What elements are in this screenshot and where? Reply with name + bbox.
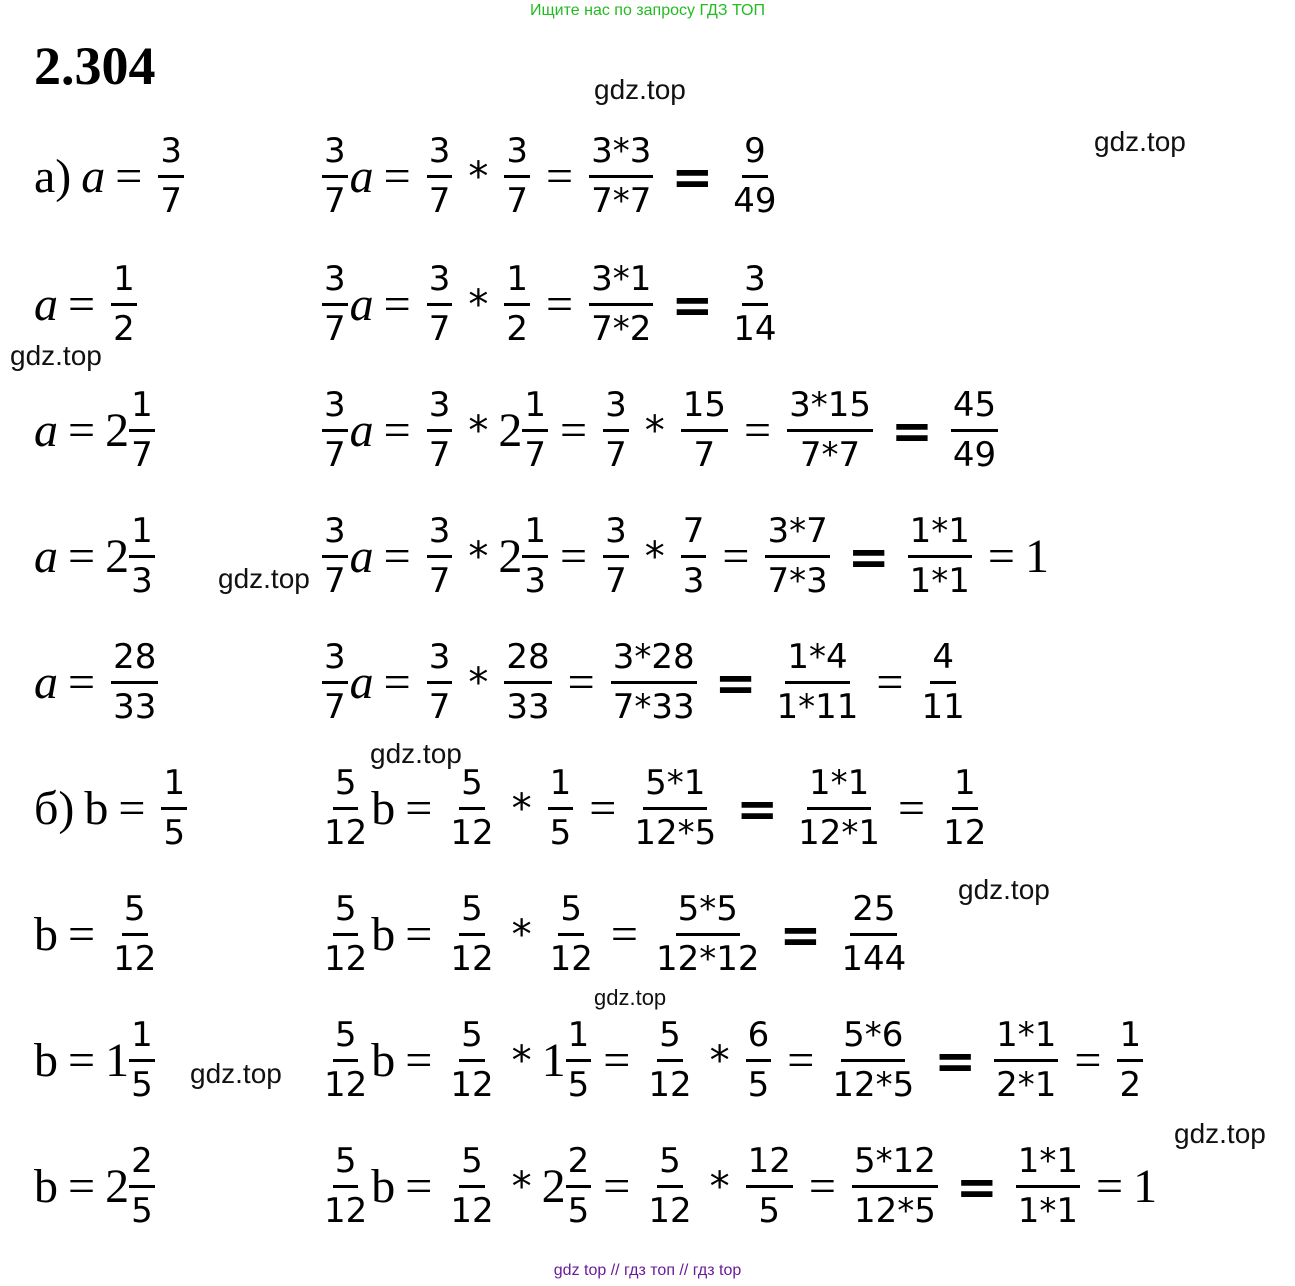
equals-sign: = (68, 655, 96, 709)
equals-sign: = (1096, 1159, 1124, 1213)
result-fraction: $\frac{9}{49}$ (733, 131, 777, 222)
equals-sign: = (405, 1033, 433, 1087)
equals-sign: = (610, 907, 638, 961)
fraction: $\frac{3}{7}$ (428, 511, 451, 602)
fraction: $\frac{5}{12}$ (113, 889, 157, 980)
task-number: 2.304 (34, 36, 156, 96)
fraction: $\frac{5}{12}$ (450, 889, 494, 980)
part-a-label: а) (34, 149, 72, 203)
product-fraction: $\frac{5*12}{12*5}$ (853, 1141, 936, 1232)
variable: b (371, 907, 396, 961)
fraction: $\frac{5}{12}$ (450, 763, 494, 854)
equals-sign: = (722, 529, 750, 583)
row-a5-solution (322, 638, 973, 727)
fraction: $\frac{3}{7}$ (428, 259, 451, 350)
equals-sign: = (383, 529, 411, 583)
multiply-sign: * (511, 1037, 532, 1084)
whole-part: 2 (105, 403, 130, 457)
multiply-sign: * (468, 153, 489, 200)
equals-sign: = (118, 781, 146, 835)
row-b3-given (34, 1016, 157, 1105)
product-fraction: $\frac{3*3}{7*7}$ (591, 131, 652, 222)
variable: b (371, 1159, 396, 1213)
variable: a (34, 277, 58, 331)
result-fraction: $\frac{4}{11}$ (921, 637, 965, 728)
variable: b (84, 781, 109, 835)
fraction: $\frac{3}{7}$ (506, 131, 528, 222)
fraction: $\frac{5}{12}$ (549, 889, 593, 980)
equals-sign: = (671, 147, 714, 206)
fraction: $\frac{2}{5}$ (567, 1141, 590, 1232)
whole-part: 2 (541, 1159, 566, 1213)
row-a4-given (34, 512, 157, 601)
product-fraction: $\frac{5*6}{12*5}$ (832, 1015, 915, 1106)
coefficient-fraction: $\frac{3}{7}$ (324, 131, 346, 222)
equals-sign: = (546, 277, 574, 331)
whole-part: 2 (498, 529, 523, 583)
row-b4-given (34, 1142, 157, 1231)
product-fraction: $\frac{3*15}{7*7}$ (789, 385, 871, 476)
fraction: $\frac{1}{3}$ (131, 511, 153, 602)
result-fraction: $\frac{45}{49}$ (952, 385, 997, 476)
row-a5-given (34, 638, 164, 727)
fraction: $\frac{1}{5}$ (163, 763, 186, 854)
whole-part: 2 (105, 529, 130, 583)
equals-sign: = (546, 149, 574, 203)
equals-sign: = (560, 529, 588, 583)
variable: a (34, 403, 58, 457)
coefficient-fraction: $\frac{3}{7}$ (324, 511, 346, 602)
fraction: $\frac{5}{12}$ (648, 1141, 692, 1232)
fraction: $\frac{1}{2}$ (506, 259, 528, 350)
row-a3-solution (322, 386, 1004, 475)
reduced-fraction: $\frac{1*1}{2*1}$ (996, 1015, 1057, 1106)
multiply-sign: * (468, 533, 489, 580)
result-fraction: $\frac{1}{12}$ (943, 763, 987, 854)
product-fraction: $\frac{3*1}{7*2}$ (591, 259, 652, 350)
equals-sign: = (383, 403, 411, 457)
product-fraction: $\frac{3*28}{7*33}$ (612, 637, 695, 728)
variable: b (371, 1033, 396, 1087)
equals-sign: = (589, 781, 617, 835)
watermark: gdz.top (1094, 126, 1186, 157)
equals-sign: = (743, 403, 772, 457)
variable: b (34, 907, 58, 961)
fraction: $\frac{1}{2}$ (113, 259, 135, 350)
multiply-sign: * (468, 407, 489, 454)
equals-sign: = (68, 1033, 96, 1087)
fraction: $\frac{1}{5}$ (131, 1015, 153, 1106)
multiply-sign: * (511, 785, 532, 832)
fraction: $\frac{1}{7}$ (131, 385, 153, 476)
multiply-sign: * (468, 281, 489, 328)
equals-sign: = (671, 275, 714, 334)
watermark: gdz.top (958, 874, 1050, 905)
coefficient-fraction: $\frac{5}{12}$ (324, 1015, 368, 1106)
watermark: gdz.top (594, 74, 686, 105)
final-result: 1 (1024, 529, 1049, 583)
equals-sign: = (405, 1159, 433, 1213)
variable: b (371, 781, 396, 835)
whole-part: 2 (498, 403, 523, 457)
equals-sign: = (787, 1033, 815, 1087)
equals-sign: = (68, 277, 96, 331)
result-fraction: $\frac{3}{14}$ (733, 259, 777, 350)
equals-sign: = (603, 1033, 631, 1087)
row-a3-given (34, 386, 157, 475)
row-b2-given (34, 890, 164, 979)
whole-part: 1 (541, 1033, 566, 1087)
product-fraction: $\frac{5*5}{12*12}$ (655, 889, 760, 980)
watermark: gdz.top (190, 1058, 282, 1089)
row-b2-solution (322, 890, 914, 979)
equals-sign: = (115, 149, 143, 203)
multiply-sign: * (468, 659, 489, 706)
coefficient-fraction: $\frac{3}{7}$ (324, 637, 346, 728)
equals-sign: = (68, 529, 96, 583)
row-a1-given (34, 132, 190, 221)
fraction: $\frac{1}{5}$ (549, 763, 572, 854)
row-a2-given (34, 260, 143, 349)
row-a4-solution (322, 512, 1049, 601)
equals-sign: = (560, 403, 588, 457)
coefficient-fraction: $\frac{3}{7}$ (324, 385, 346, 476)
fraction: $\frac{1}{5}$ (567, 1015, 590, 1106)
coefficient-fraction: $\frac{5}{12}$ (324, 889, 368, 980)
multiply-sign: * (644, 407, 665, 454)
fraction: $\frac{3}{7}$ (428, 385, 451, 476)
watermark: gdz.top (10, 340, 102, 371)
improper-fraction: $\frac{15}{7}$ (682, 385, 726, 476)
multiply-sign: * (709, 1163, 730, 1210)
variable: a (349, 149, 374, 203)
result-fraction: $\frac{25}{144}$ (841, 889, 907, 980)
equals-sign: = (383, 149, 411, 203)
row-a1-solution (322, 132, 785, 221)
multiply-sign: * (709, 1037, 730, 1084)
variable: a (349, 403, 374, 457)
equals-sign: = (934, 1031, 977, 1090)
fraction: $\frac{1}{7}$ (524, 385, 546, 476)
coefficient-fraction: $\frac{3}{7}$ (324, 259, 346, 350)
fraction: $\frac{2}{5}$ (131, 1141, 153, 1232)
equals-sign: = (987, 529, 1015, 583)
part-b-label: б) (34, 781, 75, 835)
reduced-fraction: $\frac{1*1}{1*1}$ (909, 511, 970, 602)
equals-sign: = (714, 653, 757, 712)
equals-sign: = (68, 403, 96, 457)
fraction: $\frac{3}{7}$ (428, 131, 451, 222)
fraction: $\frac{28}{33}$ (506, 637, 550, 728)
equals-sign: = (808, 1159, 836, 1213)
row-b1-given (34, 764, 193, 853)
top-banner: Ищите нас по запросу ГДЗ ТОП (530, 2, 765, 19)
whole-part: 1 (105, 1033, 130, 1087)
fraction: $\frac{5}{12}$ (450, 1141, 494, 1232)
improper-fraction: $\frac{12}{5}$ (747, 1141, 791, 1232)
variable: b (34, 1159, 58, 1213)
improper-fraction: $\frac{6}{5}$ (747, 1015, 770, 1106)
equals-sign: = (890, 401, 933, 460)
variable: a (349, 655, 374, 709)
coefficient-fraction: $\frac{5}{12}$ (324, 763, 368, 854)
row-a2-solution (322, 260, 785, 349)
equals-sign: = (955, 1157, 998, 1216)
fraction: $\frac{5}{12}$ (648, 1015, 692, 1106)
equals-sign: = (68, 907, 96, 961)
equals-sign: = (383, 655, 411, 709)
fraction: $\frac{3}{7}$ (605, 511, 627, 602)
multiply-sign: * (511, 1163, 532, 1210)
watermark: gdz.top (594, 985, 667, 1010)
equals-sign: = (383, 277, 411, 331)
variable: a (349, 277, 374, 331)
coefficient-fraction: $\frac{5}{12}$ (324, 1141, 368, 1232)
equals-sign: = (847, 527, 890, 586)
fraction: $\frac{3}{7}$ (605, 385, 627, 476)
equals-sign: = (1074, 1033, 1102, 1087)
reduced-fraction: $\frac{1*1}{1*1}$ (1017, 1141, 1079, 1232)
row-b4-solution (322, 1142, 1157, 1231)
equals-sign: = (779, 905, 822, 964)
fraction: $\frac{3}{7}$ (428, 637, 451, 728)
reduced-fraction: $\frac{1*4}{1*11}$ (776, 637, 859, 728)
equals-sign: = (898, 781, 926, 835)
final-result: 1 (1133, 1159, 1158, 1213)
variable: a (81, 149, 106, 203)
row-b1-solution (322, 764, 994, 853)
whole-part: 2 (105, 1159, 130, 1213)
watermark: gdz.top (218, 563, 310, 594)
equals-sign: = (405, 781, 433, 835)
watermark: gdz.top (1174, 1118, 1266, 1149)
multiply-sign: * (644, 533, 665, 580)
variable: b (34, 1033, 58, 1087)
multiply-sign: * (511, 911, 532, 958)
bottom-banner: gdz top // гдз топ // гдз top (553, 1262, 742, 1279)
fraction: $\frac{28}{33}$ (113, 637, 157, 728)
variable: a (34, 529, 58, 583)
improper-fraction: $\frac{7}{3}$ (682, 511, 705, 602)
reduced-fraction: $\frac{1*1}{12*1}$ (798, 763, 881, 854)
equals-sign: = (603, 1159, 631, 1213)
fraction: $\frac{1}{3}$ (524, 511, 546, 602)
equals-sign: = (405, 907, 433, 961)
watermark: gdz.top (370, 738, 462, 769)
equals-sign: = (567, 655, 595, 709)
variable: a (34, 655, 58, 709)
product-fraction: $\frac{3*7}{7*3}$ (767, 511, 828, 602)
result-fraction: $\frac{1}{2}$ (1119, 1015, 1142, 1106)
product-fraction: $\frac{5*1}{12*5}$ (634, 763, 717, 854)
equals-sign: = (876, 655, 904, 709)
fraction: $\frac{3}{7}$ (160, 131, 183, 222)
equals-sign: = (736, 779, 779, 838)
variable: a (349, 529, 374, 583)
fraction: $\frac{5}{12}$ (450, 1015, 494, 1106)
equals-sign: = (68, 1159, 96, 1213)
row-b3-solution (322, 1016, 1149, 1105)
